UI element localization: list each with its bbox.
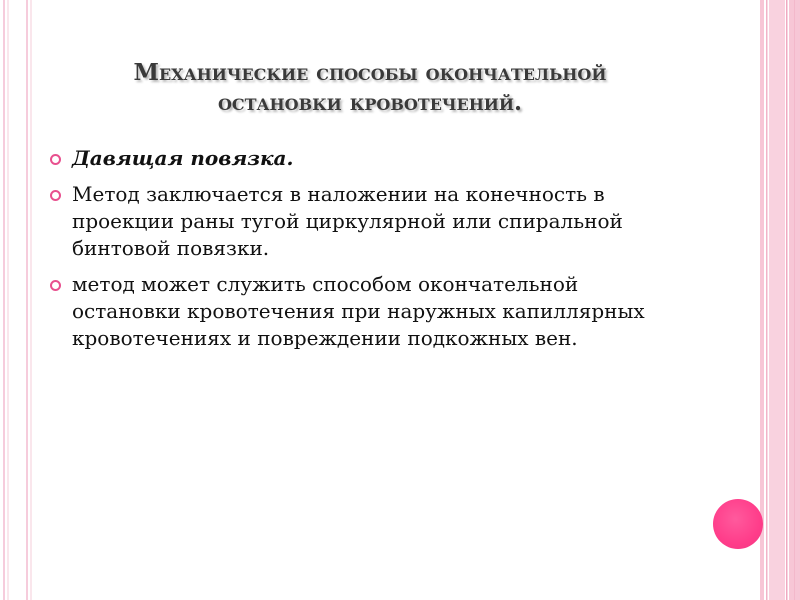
bullet-item <box>48 271 688 352</box>
bullet-marker-icon <box>50 280 61 291</box>
bullet-marker-icon <box>50 190 61 201</box>
left-frame-decoration <box>0 0 33 600</box>
decorative-pink-circle <box>713 499 763 549</box>
bullet-text: метод может служить способом окончательной остановки кровотечения при наружных капиллярных кровотечениях и повреждении подкожных вен. <box>72 272 645 350</box>
slide-title-line-2: остановки кровотечений. <box>217 89 523 116</box>
slide-title-line-1: Механические способы окончательной <box>133 59 607 86</box>
bullet-item <box>48 145 688 172</box>
bullet-item <box>48 181 688 262</box>
bullet-text: Метод заключается в наложении на конечность в проекции раны тугой циркулярной или спиральной бинтовой повязки. <box>72 182 623 260</box>
bullet-marker-icon <box>50 154 61 165</box>
bullet-list <box>48 145 688 361</box>
slide-title <box>40 58 700 118</box>
bullet-text: Давящая повязка. <box>72 146 294 170</box>
right-stripes-decoration <box>760 0 800 600</box>
